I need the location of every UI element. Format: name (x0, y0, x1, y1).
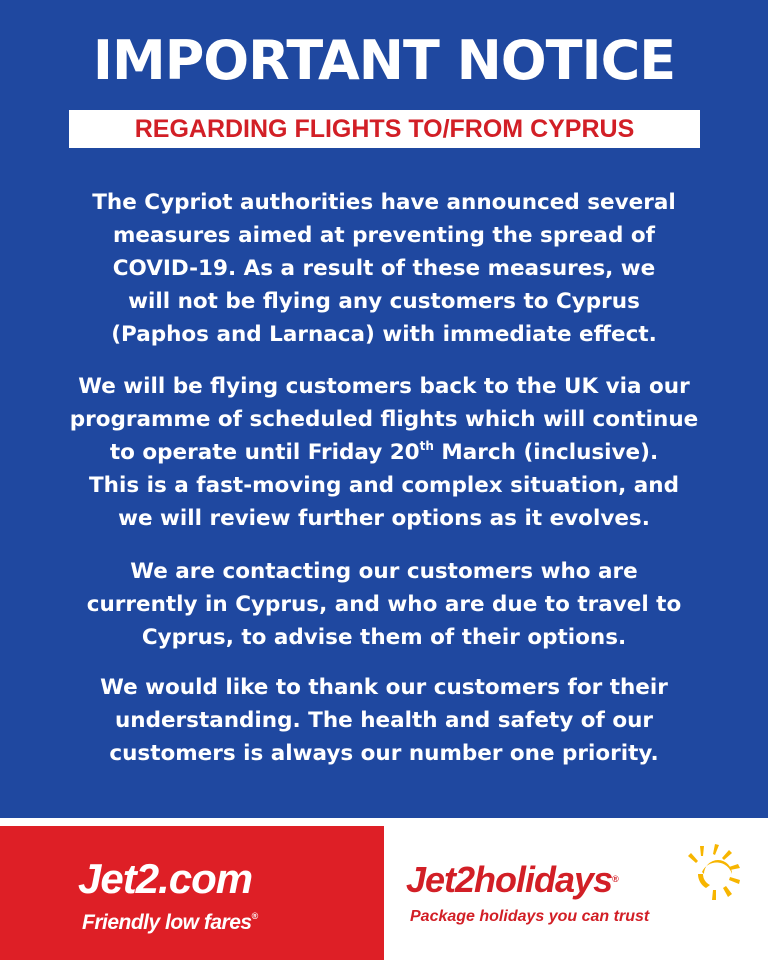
paragraph-line: we will review further options as it evolves. (118, 506, 650, 531)
paragraph-line: programme of scheduled flights which will continue (69, 407, 699, 432)
paragraph-line: We would like to thank our customers for their (100, 675, 668, 700)
jet2-tagline: Friendly low fares® (82, 911, 258, 934)
jet2holidays-logo-panel (384, 818, 768, 960)
paragraph-line: We are contacting our customers who are (130, 559, 638, 584)
jet2-logo: Jet2.com (78, 855, 253, 902)
notice-title: IMPORTANT NOTICE (92, 29, 676, 92)
jet2holidays-tagline: Package holidays you can trust (410, 908, 650, 925)
paragraph-return-flights (30, 370, 738, 535)
paragraph-authorities (30, 186, 738, 351)
registered-mark: ® (251, 911, 258, 921)
paragraph-contacting (30, 555, 738, 654)
paragraph-line: This is a fast-moving and complex situation, and (88, 473, 679, 498)
paragraph-line: customers is always our number one priority. (109, 741, 659, 766)
paragraph-line: (Paphos and Larnaca) with immediate effect. (111, 322, 657, 347)
paragraph-line (110, 440, 658, 465)
paragraph-line: measures aimed at preventing the spread of (113, 223, 655, 248)
paragraph-line: understanding. The health and safety of our (114, 708, 654, 733)
paragraph-thanks (30, 671, 738, 770)
ordinal-suffix: th (419, 439, 434, 453)
registered-mark: ® (612, 874, 618, 884)
date-text-rest: March (inclusive). (433, 440, 659, 465)
paragraph-line: The Cypriot authorities have announced several (92, 190, 676, 215)
paragraph-line: currently in Cyprus, and who are due to travel to (86, 592, 682, 617)
notice-subtitle: REGARDING FLIGHTS TO/FROM CYPRUS (69, 110, 700, 148)
paragraph-line: Cyprus, to advise them of their options. (141, 625, 627, 650)
paragraph-line: COVID-19. As a result of these measures, we (112, 256, 656, 281)
paragraph-line: will not be flying any customers to Cyprus (128, 289, 640, 314)
jet2holidays-logo: Jet2holidays® (406, 859, 618, 900)
sun-icon (686, 844, 742, 900)
jet2-logo-panel (0, 826, 384, 960)
paragraph-line: We will be flying customers back to the UK via our (78, 374, 690, 399)
date-text: to operate until Friday 20 (109, 440, 420, 465)
